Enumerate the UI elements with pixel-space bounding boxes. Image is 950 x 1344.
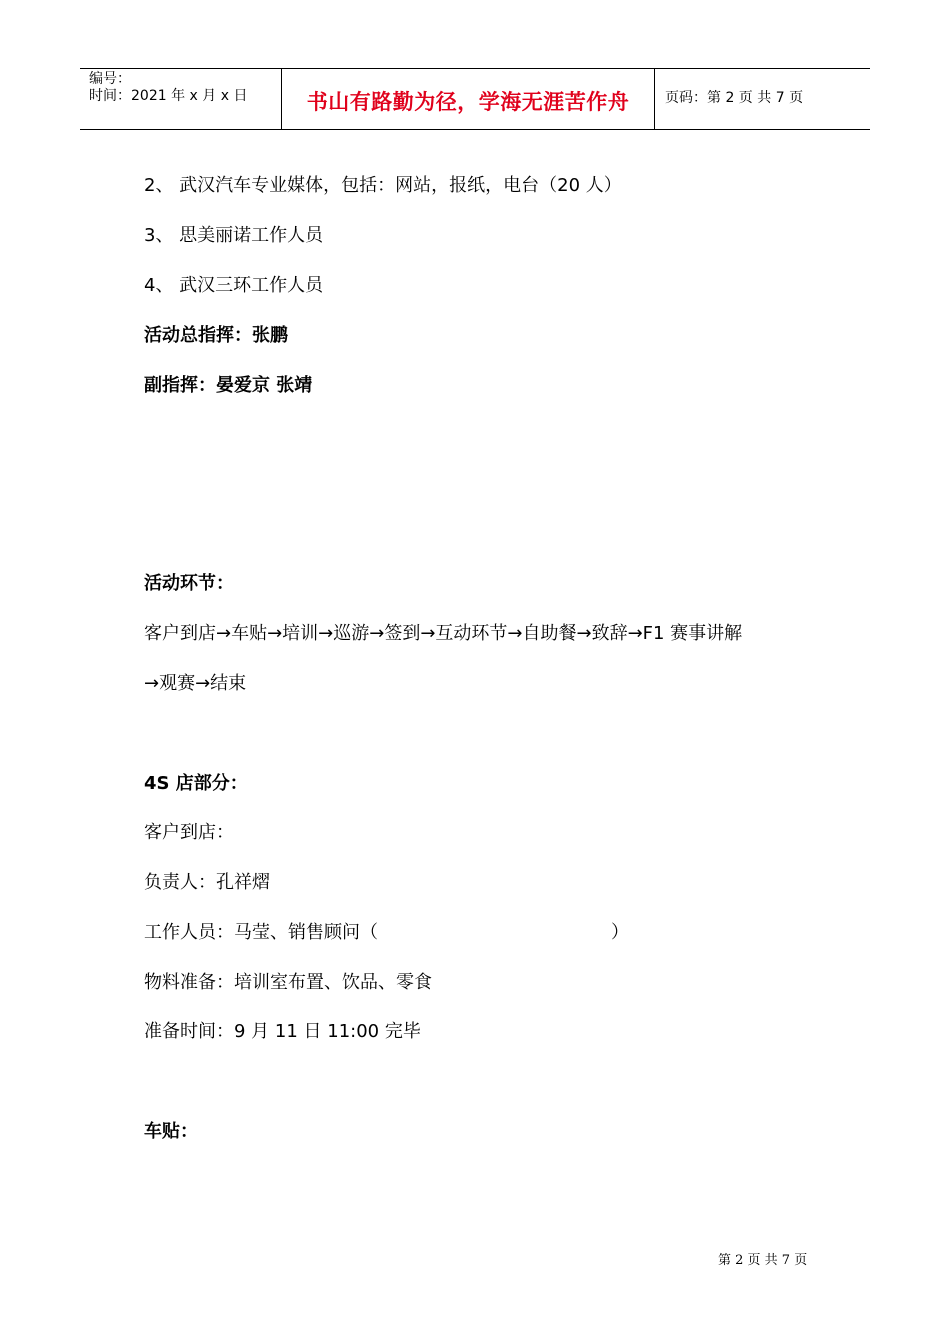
list-item: 3、 思美丽诺工作人员 (144, 225, 324, 246)
page-number-label: 页码：第 2 页 共 7 页 (665, 90, 804, 106)
staff-close-paren: ） (611, 922, 629, 943)
header-left-cell (80, 69, 282, 129)
date-label: 时间：2021 年 x 月 x 日 (89, 88, 248, 104)
deputy-commander: 副指挥：晏爱京 张靖 (144, 375, 313, 396)
subheading-customer-arrival: 客户到店： (144, 822, 234, 843)
list-item: 2、 武汉汽车专业媒体，包括：网站，报纸，电台（20 人） (144, 175, 622, 196)
section-heading-4s-store: 4S 店部分： (144, 773, 248, 794)
list-item: 4、 武汉三环工作人员 (144, 275, 324, 296)
page-footer: 第 2 页 共 7 页 (718, 1253, 808, 1268)
materials-line: 物料准备：培训室布置、饮品、零食 (144, 972, 432, 993)
header-motto: 书山有路勤为径，学海无涯苦作舟 (306, 90, 630, 114)
staff-line (144, 922, 629, 944)
person-in-charge: 负责人：孔祥熠 (144, 872, 270, 893)
section-heading-activities: 活动环节： (144, 573, 234, 594)
staff-text: 工作人员：马莹、销售顾问（ (144, 922, 378, 943)
number-label: 编号： (89, 71, 131, 87)
header-right-cell (655, 69, 870, 129)
header-middle-cell (282, 69, 655, 129)
prep-time-line: 准备时间：9 月 11 日 11:00 完毕 (144, 1021, 421, 1042)
section-heading-car-sticker: 车贴： (144, 1121, 198, 1142)
chief-commander: 活动总指挥：张鹏 (144, 325, 288, 346)
activity-flow: 客户到店→车贴→培训→巡游→签到→互动环节→自助餐→致辞→F1 赛事讲解 (144, 623, 743, 644)
document-header (80, 68, 870, 130)
activity-flow-continued: →观赛→结束 (144, 673, 247, 694)
